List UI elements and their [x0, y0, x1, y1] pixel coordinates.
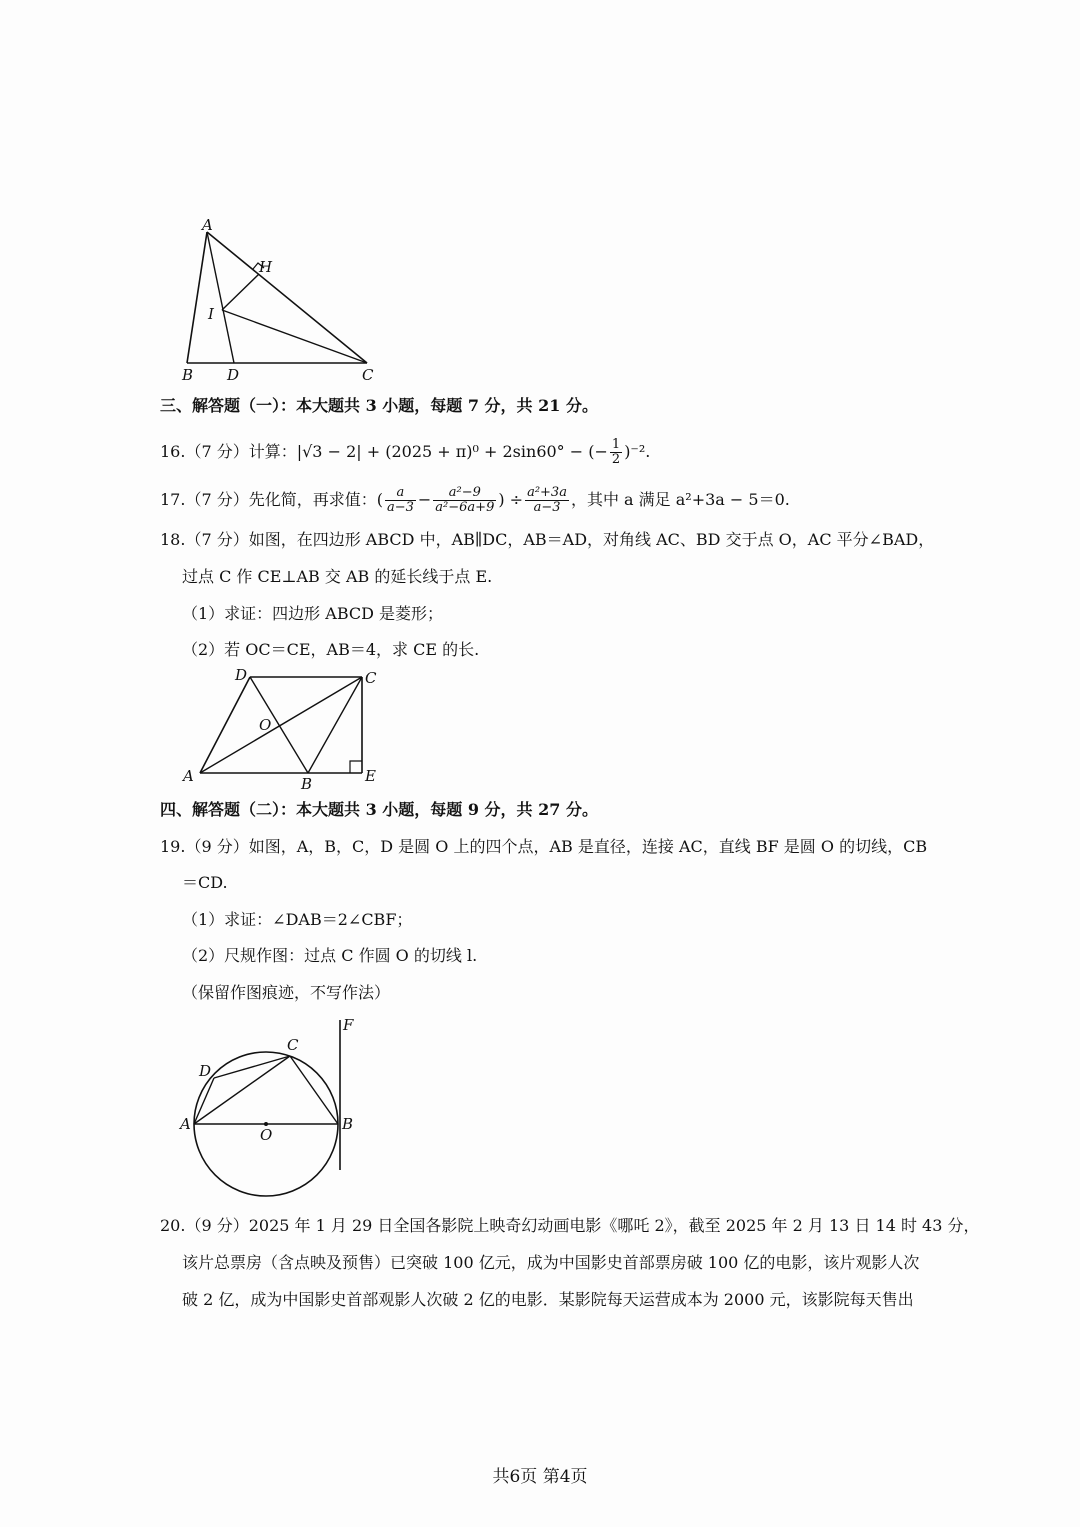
- q17-fraction-2: [433, 486, 496, 515]
- q17-fraction-3: [525, 486, 569, 515]
- q17-f2-num: a²−9: [433, 486, 496, 501]
- figure-rhombus: [175, 665, 395, 795]
- q19-note: （保留作图痕迹，不写作法）: [182, 983, 391, 1002]
- label-B: B: [301, 775, 313, 793]
- figure-circle-tangent: [170, 1012, 370, 1207]
- label-F: F: [343, 1016, 354, 1034]
- q20-line-3: 破 2 亿，成为中国影史首部观影人次破 2 亿的电影．某影院每天运营成本为 2000 元，该影院每天售出: [182, 1290, 914, 1309]
- label-I: I: [208, 305, 214, 323]
- q17-f3-den: a−3: [533, 500, 561, 515]
- q18-part-2: （2）若 OC＝CE，AB＝4，求 CE 的长.: [182, 640, 480, 659]
- q18-line-1: 18.（7 分）如图，在四边形 ABCD 中，AB∥DC，AB＝AD，对角线 AC、BD 交于点 O，AC 平分∠BAD，: [160, 530, 935, 549]
- figure-triangle-incenter: [170, 215, 400, 385]
- label-A: A: [180, 1115, 191, 1133]
- q17-divide: ) ÷: [498, 490, 524, 509]
- q16-number: 16.（7 分）计算：: [160, 442, 297, 461]
- q18-part-1: （1）求证：四边形 ABCD 是菱形；: [182, 604, 444, 623]
- question-16: [160, 438, 650, 467]
- label-H: H: [259, 258, 273, 276]
- q17-f2-den: a²−6a+9: [435, 500, 495, 515]
- question-17: [160, 486, 790, 515]
- section3-heading: 三、解答题（一）：本大题共 3 小题，每题 7 分，共 21 分。: [160, 396, 598, 415]
- label-C: C: [362, 366, 374, 384]
- q19-line-2: ＝CD.: [182, 873, 228, 892]
- q17-condition: ，其中 a 满足 a²+3a − 5＝0.: [570, 490, 790, 509]
- q16-frac-num: 1: [611, 437, 621, 452]
- label-D: D: [235, 666, 248, 684]
- q16-expression: |√3 − 2| + (2025 + π)⁰ + 2sin60° − (−: [296, 442, 608, 461]
- q19-part-2: （2）尺规作图：过点 C 作圆 O 的切线 l.: [182, 946, 478, 965]
- label-E: E: [365, 767, 376, 785]
- q16-fraction: [610, 438, 622, 467]
- label-O: O: [259, 716, 272, 734]
- q16-expression-end: )⁻².: [624, 442, 651, 461]
- label-C: C: [365, 669, 377, 687]
- q17-fraction-1: [385, 486, 416, 515]
- q19-line-1: 19.（9 分）如图，A，B，C，D 是圆 O 上的四个点，AB 是直径，连接 AC，直线 BF 是圆 O 的切线，CB: [160, 837, 928, 856]
- q17-minus: −: [417, 490, 432, 509]
- label-A: A: [183, 767, 194, 785]
- label-D: D: [227, 366, 240, 384]
- label-B: B: [182, 366, 194, 384]
- label-B: B: [342, 1115, 354, 1133]
- q20-line-1: 20.（9 分）2025 年 1 月 29 日全国各影院上映奇幻动画电影《哪吒 2》，截至 2025 年 2 月 13 日 14 时 43 分，: [160, 1216, 980, 1235]
- q17-f1-num: a: [385, 486, 416, 501]
- label-D: D: [199, 1062, 212, 1080]
- page-footer: 共6页 第4页: [492, 1467, 588, 1487]
- q17-f3-num: a²+3a: [527, 485, 567, 500]
- q17-number: 17.（7 分）先化简，再求值：(: [160, 490, 383, 509]
- q17-f1-den: a−3: [386, 500, 414, 515]
- section4-heading: 四、解答题（二）：本大题共 3 小题，每题 9 分，共 27 分。: [160, 800, 598, 819]
- q20-line-2: 该片总票房（含点映及预售）已突破 100 亿元，成为中国影史首部票房破 100 亿的电影，该片观影人次: [182, 1253, 920, 1272]
- q18-line-2: 过点 C 作 CE⊥AB 交 AB 的延长线于点 E.: [182, 567, 493, 586]
- q16-frac-den: 2: [611, 452, 621, 467]
- q19-part-1: （1）求证：∠DAB＝2∠CBF；: [182, 910, 413, 929]
- label-C: C: [287, 1036, 299, 1054]
- label-O: O: [260, 1126, 273, 1144]
- label-A: A: [202, 216, 213, 234]
